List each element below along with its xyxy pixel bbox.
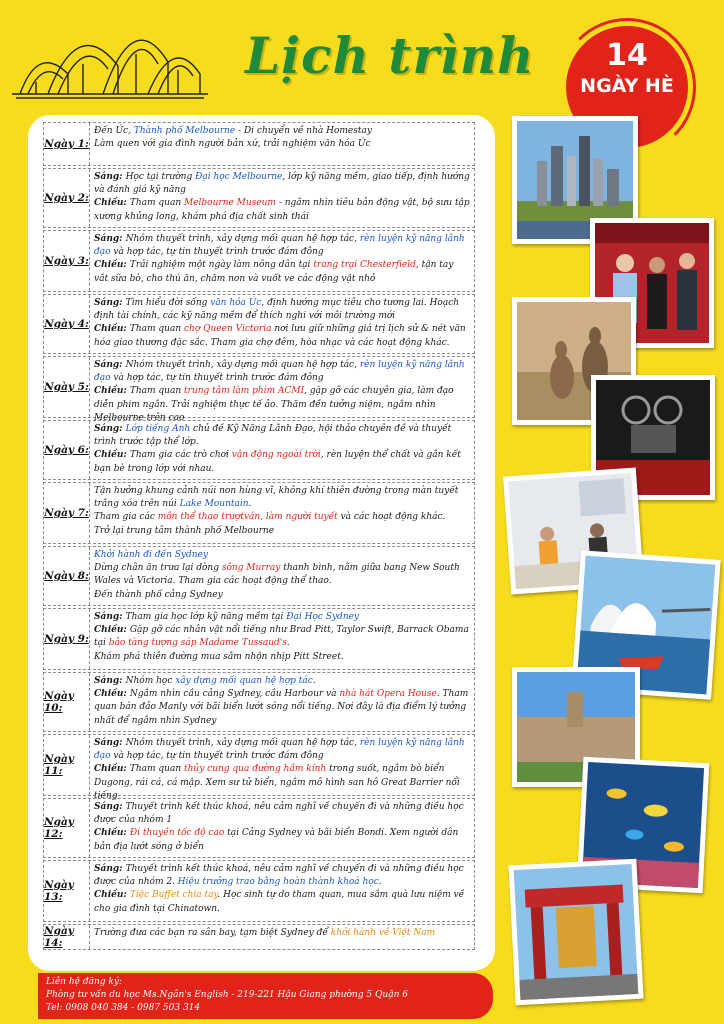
time-label: Chiều: xyxy=(94,625,130,636)
time-label: Chiều: xyxy=(94,260,130,271)
day-label: Ngày 8: xyxy=(44,547,90,605)
activity-text: Thuyết trình kết thúc khoá, nêu cảm nghĩ về chuyến đi và những điều học được của nhóm 2. xyxy=(94,864,464,888)
activity-line xyxy=(94,385,470,425)
activity-text: Nhóm thuyết trình, xây dựng mối quan hệ hợp tác, xyxy=(125,234,360,244)
activity-line xyxy=(94,233,470,259)
activity-line xyxy=(94,359,470,385)
day-activities xyxy=(90,673,474,731)
activity-text: chủ đề Kỹ Năng Lãnh Đạo, hội thảo chuyên đề và thuyết trình trước tập thể lớp. xyxy=(94,424,452,448)
highlight-text: rèn luyện kỹ năng lãnh đạo xyxy=(94,234,465,258)
footer-address: Phòng tư vấn du học Ms.Ngân's English - 219-221 Hậu Giang phường 5 Quận 6 xyxy=(46,990,408,1000)
activity-line xyxy=(94,323,470,349)
activity-text: , gặp gỡ các chuyên gia, làm đạo diễn phim ngắn. Trải nghiệm thực tế ảo. Thăm đền tưởng niệm, ngắm nhìn Melbourne trên cao xyxy=(94,386,454,423)
activity-line xyxy=(94,611,470,624)
activity-line xyxy=(94,763,470,803)
time-label: Sáng: xyxy=(94,172,126,182)
highlight-text: Đại học Melbourne xyxy=(195,172,283,182)
activity-line xyxy=(94,624,470,650)
schedule-row xyxy=(43,734,475,801)
highlight-text: Tiệc Buffet chia tay xyxy=(129,890,218,901)
activity-text: Gặp gỡ các nhân vật nổi tiếng như Brad Pitt, Taylor Swift, Barrack Obama tại xyxy=(94,625,469,649)
day-activities xyxy=(90,547,474,605)
badge-text: NGÀY HÈ xyxy=(580,75,674,97)
day-label: Ngày 10: xyxy=(44,673,90,731)
highlight-text: Hiệu trưởng trao bằng hoàn thành khoá học xyxy=(177,877,379,888)
activity-line xyxy=(94,423,470,449)
highlight-text: rèn luyện kỹ năng lãnh đạo xyxy=(94,360,465,384)
activity-text: Trải nghiệm một ngày làm nông dân tại xyxy=(129,260,314,271)
time-label: Chiều: xyxy=(94,386,130,397)
time-label: Chiều: xyxy=(94,828,130,839)
time-label: Sáng: xyxy=(94,864,126,874)
highlight-text: Đại Học Sydney xyxy=(286,612,360,622)
activity-line xyxy=(94,863,470,889)
day-label: Ngày 2: xyxy=(44,169,90,227)
highlight-text: bảo tàng tượng sáp Madame Tussaud's xyxy=(108,638,287,649)
schedule-row xyxy=(43,924,475,950)
time-label: Sáng: xyxy=(94,298,126,308)
highlight-text: trung tâm làm phim ACMI xyxy=(184,386,305,397)
activity-line xyxy=(94,549,470,562)
time-label: Sáng: xyxy=(94,360,126,370)
activity-line xyxy=(94,259,470,285)
highlight-text: văn hóa Úc xyxy=(210,298,262,308)
schedule-row xyxy=(43,860,475,922)
photo-chinatown-gate xyxy=(508,859,643,1006)
time-label: Sáng: xyxy=(94,612,126,622)
day-activities xyxy=(90,231,474,291)
highlight-text: Thành phố Melbourne xyxy=(133,126,236,136)
activity-text: và hợp tác, tự tin thuyết trình trước đám đông xyxy=(110,247,324,258)
activity-text: Nhóm thuyết trình, xây dựng mối quan hệ hợp tác, xyxy=(125,738,360,748)
day-activities xyxy=(90,357,474,423)
time-label: Sáng: xyxy=(94,802,126,812)
activity-text: Tham quan xyxy=(129,198,184,209)
activity-line xyxy=(94,449,470,475)
time-label: Chiều: xyxy=(94,198,130,209)
activity-text: Trở lại trung tâm thành phố Melbourne xyxy=(94,525,275,536)
activity-text: Trường đưa các bạn ra sân bay, tạm biệt Sydney để xyxy=(94,928,331,938)
activity-text: tại Cảng Sydney và bãi biển Bondi. Xem người dân bản địa lướt sóng ở biển xyxy=(94,828,459,852)
activity-text: và hợp tác, tự tin thuyết trình trước đám đông xyxy=(110,373,324,384)
activity-line xyxy=(94,197,470,223)
badge-number: 14 xyxy=(606,38,648,73)
day-activities xyxy=(90,925,474,949)
highlight-text: chợ Queen Victoria xyxy=(184,324,272,335)
schedule-row xyxy=(43,420,475,480)
activity-line xyxy=(94,589,470,602)
activity-text: . Học sinh tự do tham quan, mua sắm quà lưu niệm về cho gia đình tại Chinatown. xyxy=(94,890,465,914)
activity-line xyxy=(94,675,470,688)
time-label: Sáng: xyxy=(94,234,126,244)
opera-house-drawing xyxy=(8,4,213,104)
activity-text: Học tại trường xyxy=(125,172,196,182)
activity-line xyxy=(94,485,470,511)
activity-text: thanh bình, nằm giữa bang New South Wales và Victoria. Tham gia các hoạt động thể thao. xyxy=(94,563,460,587)
activity-line xyxy=(94,889,470,915)
activity-text: . xyxy=(312,676,316,686)
highlight-text: thủy cung qua đường hầm kính xyxy=(184,764,327,775)
time-label: Chiều: xyxy=(94,890,130,901)
activity-text: . Tham quan bán đảo Manly với bãi biển lướt sóng nổi tiếng. Nơi đây là địa điểm lý tưởng nhất để ngắm nhìn Sydney xyxy=(94,689,469,726)
day-activities xyxy=(90,295,474,353)
activity-text: Dừng chân ăn trưa lại dòng xyxy=(94,563,222,574)
page-title: Lịch trình xyxy=(245,26,535,85)
schedule-row xyxy=(43,356,475,423)
footer-heading: Liên hệ đăng ký: xyxy=(46,977,122,987)
day-activities xyxy=(90,123,474,165)
activity-text: nơi lưu giữ những giá trị lịch sử & nét văn hóa giao thương đặc sắc. Tham gia chợ đêm, hòa nhạc và các hoạt động khác. xyxy=(94,324,466,348)
highlight-text: môn thể thao trượtván, làm người tuyết xyxy=(157,512,338,523)
activity-text: Tham quan xyxy=(129,386,184,397)
activity-line xyxy=(94,827,470,853)
activity-text: Tận hưởng khung cảnh núi non hùng vĩ, không khí thiên đường trong màn tuyết trắng xóa trên núi xyxy=(94,486,459,510)
day-label: Ngày 6: xyxy=(44,421,90,479)
activity-line xyxy=(94,525,470,538)
time-label: Sáng: xyxy=(94,738,126,748)
highlight-text: vận động ngoài trời xyxy=(231,450,321,461)
day-activities xyxy=(90,169,474,227)
activity-text: Khám phá thiên đường mua sắm nhộn nhịp Pitt Street. xyxy=(94,651,344,662)
activity-text: và các hoạt động khác. xyxy=(337,512,446,523)
activity-text: Tham gia học lớp kỹ năng mềm tại xyxy=(125,612,287,622)
activity-line xyxy=(94,171,470,197)
activity-line xyxy=(94,125,470,138)
schedule-row xyxy=(43,546,475,606)
activity-line xyxy=(94,927,470,940)
day-activities xyxy=(90,861,474,921)
highlight-text: Lake Mountain xyxy=(179,499,249,510)
highlight-text: sông Murray xyxy=(221,563,281,574)
activity-text: Tìm hiểu đời sống xyxy=(125,298,211,308)
day-activities xyxy=(90,799,474,857)
day-activities xyxy=(90,421,474,479)
activity-text: Tham gia các trò chơi xyxy=(129,450,232,461)
schedule-row xyxy=(43,294,475,354)
highlight-text: Đi thuyền tốc độ cao xyxy=(129,828,225,839)
activity-text: Đến Úc, xyxy=(94,126,134,136)
highlight-text: xây dựng mối quan hệ hợp tác xyxy=(175,676,313,686)
activity-text: Tham quan xyxy=(129,324,184,335)
activity-text: và hợp tác, tự tin thuyết trình trước đám đông xyxy=(110,751,324,762)
schedule-row xyxy=(43,672,475,732)
highlight-text: Lớp tiếng Anh xyxy=(125,424,191,434)
time-label: Sáng: xyxy=(94,676,126,686)
activity-line xyxy=(94,801,470,827)
schedule-row xyxy=(43,230,475,292)
day-label: Ngày 3: xyxy=(44,231,90,291)
schedule-row xyxy=(43,168,475,228)
highlight-text: trang trại Chesterfield xyxy=(313,260,416,271)
activity-text: . xyxy=(286,638,290,649)
schedule-row xyxy=(43,798,475,858)
day-label: Ngày 14: xyxy=(44,925,90,949)
activity-line xyxy=(94,651,470,664)
day-label: Ngày 7: xyxy=(44,483,90,543)
activity-text: . xyxy=(378,877,382,888)
activity-line xyxy=(94,737,470,763)
activity-text: , lớp kỹ năng mềm, giao tiếp, định hướng và đánh giá kỹ năng xyxy=(94,172,470,196)
day-activities xyxy=(90,609,474,669)
schedule-row xyxy=(43,122,475,166)
activity-text: . xyxy=(248,499,252,510)
day-label: Ngày 1: xyxy=(44,123,90,165)
day-label: Ngày 5: xyxy=(44,357,90,417)
activity-line xyxy=(94,511,470,524)
highlight-text: nhà hát Opera House xyxy=(339,689,437,700)
highlight-text: Melbourne Museum xyxy=(184,198,276,209)
activity-text: Nhóm học xyxy=(125,676,176,686)
activity-line xyxy=(94,297,470,323)
time-label: Chiều: xyxy=(94,764,130,775)
activity-line xyxy=(94,562,470,588)
activity-line xyxy=(94,138,470,151)
day-label: Ngày 9: xyxy=(44,609,90,669)
activity-text: Đến thành phố cảng Sydney xyxy=(94,589,223,600)
activity-text: - ngắm nhìn tiêu bản động vật, bộ sưu tập xương khủng long, khám phá địa chất sinh thái xyxy=(94,198,470,222)
footer-phone: Tel: 0908 040 384 - 0987 503 314 xyxy=(46,1003,201,1013)
highlight-text: Khởi hành đi đến Sydney xyxy=(94,550,208,560)
day-activities xyxy=(90,735,474,801)
day-activities xyxy=(90,483,474,543)
highlight-text: rèn luyện kỹ năng lãnh đạo xyxy=(94,738,465,762)
schedule-row xyxy=(43,608,475,670)
schedule-table xyxy=(43,122,475,952)
activity-text: Nhóm thuyết trình, xây dựng mối quan hệ hợp tác, xyxy=(125,360,360,370)
activity-text: trong suốt, ngắm bò biển Dugong, rái cá, cá mập. Xem sư tử biển, ngắm mô hình san hô Great Barrier nổi tiếng xyxy=(94,764,460,801)
contact-footer xyxy=(38,973,493,1019)
highlight-text: khởi hành về Việt Nam xyxy=(330,928,436,938)
activity-text: , tận tay vắt sữa bò, cho thú ăn, chăm non và vuốt ve các động vật nhỏ xyxy=(94,260,454,284)
activity-line xyxy=(94,688,470,728)
day-label: Ngày 12: xyxy=(44,799,90,857)
activity-text: , rèn luyện thể chất và gắn kết bạn bè trong lớp với nhau. xyxy=(94,450,461,474)
day-label: Ngày 4: xyxy=(44,295,90,353)
activity-text: , định hướng mục tiêu cho tương lai. Hoạch định tài chính, các kỹ năng mềm để thích nghi với môi trường mới xyxy=(94,298,460,322)
schedule-row xyxy=(43,482,475,544)
time-label: Chiều: xyxy=(94,324,130,335)
time-label: Chiều: xyxy=(94,450,130,461)
time-label: Sáng: xyxy=(94,424,126,434)
time-label: Chiều: xyxy=(94,689,130,700)
day-label: Ngày 11: xyxy=(44,735,90,795)
activity-text: Ngắm nhìn cầu cảng Sydney, cầu Harbour và xyxy=(129,689,340,700)
day-label: Ngày 13: xyxy=(44,861,90,921)
activity-text: - Di chuyển về nhà Homestay xyxy=(235,126,372,136)
activity-text: Tham gia các xyxy=(94,512,158,523)
activity-text: Thuyết trình kết thúc khoá, nêu cảm nghĩ về chuyến đi và những điều học được của nhóm 1 xyxy=(94,802,464,826)
activity-text: Làm quen với gia đình người bản xứ, trải nghiệm văn hóa Úc xyxy=(94,139,371,150)
activity-text: Tham quan xyxy=(129,764,184,775)
